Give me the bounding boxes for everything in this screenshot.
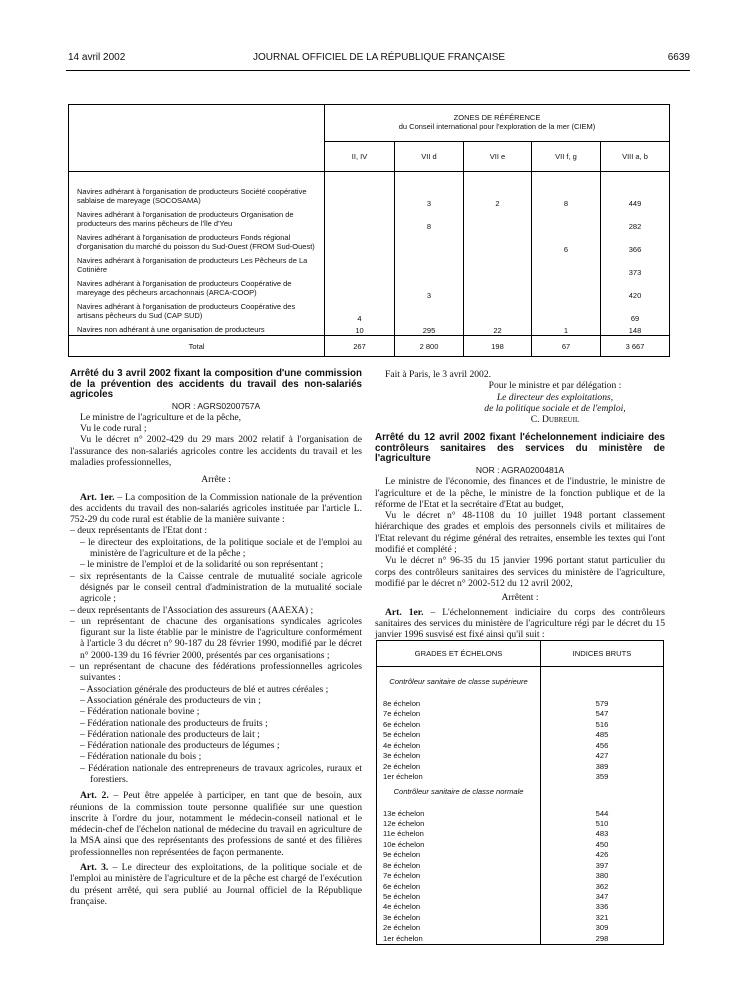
- journal-title: JOURNAL OFFICIEL DE LA RÉPUBLIQUE FRANÇAISE: [252, 52, 506, 63]
- zone-value: 449: [628, 199, 642, 208]
- grades-col-header: GRADES ET ÉCHELONS: [377, 641, 541, 667]
- zone-value: 8: [426, 222, 432, 231]
- grade-group-title: Contrôleur sanitaire de classe supérieure: [389, 677, 528, 686]
- echelon-label: 8e échelon: [383, 860, 421, 870]
- zone-column-header: VII d: [395, 142, 464, 172]
- indice-brut: 483: [595, 829, 609, 839]
- zones-table: [68, 104, 670, 357]
- zone-row-label: Navires adhérant à l'organisation de producteurs Les Pêcheurs de La Cotinière: [77, 257, 308, 274]
- zones-table-subtitle: du Conseil international pour l'exploration de la mer (CIEM): [398, 122, 596, 131]
- zone-row-label: Navires non adhérant à une organisation de producteurs: [77, 326, 265, 334]
- echelon-label: 10e échelon: [383, 839, 425, 849]
- echelon-label: 9e échelon: [383, 850, 421, 860]
- signature-block: Pour le ministre et par délégation : Le directeur des exploitations, de la politique sociale et de l'emploi, C. Dubreuil: [484, 380, 626, 426]
- arrete-2-nor: NOR : AGRA0200481A: [475, 464, 565, 475]
- zone-value: 1: [563, 326, 569, 335]
- zone-row-label: Navires adhérant à l'organisation de producteurs Coopérative des artisans pêcheurs du Sud (CAP SUD): [77, 303, 296, 320]
- echelon-label: 6e échelon: [383, 719, 421, 729]
- zone-total: 2 800: [395, 336, 464, 357]
- indice-brut: 579: [595, 699, 609, 708]
- indice-brut: 380: [595, 871, 609, 881]
- zones-table-title: ZONES DE RÉFÉRENCE du Conseil international pour l'exploration de la mer (CIEM): [325, 105, 670, 142]
- echelon-label: 7e échelon: [383, 709, 421, 719]
- zone-total: 267: [325, 336, 395, 357]
- echelon-label: 13e échelon: [383, 808, 425, 818]
- echelon-label: 3e échelon: [383, 912, 421, 922]
- indices-col-header: INDICES BRUTS: [541, 641, 664, 667]
- federation-item: – Fédération nationale des producteurs de lait ;: [80, 728, 260, 740]
- federation-item: – Fédération nationale bovine ;: [80, 706, 200, 718]
- indice-brut: 426: [595, 850, 609, 860]
- echelon-label: 7e échelon: [383, 871, 421, 881]
- zone-value: 69: [630, 314, 640, 323]
- page-header: [68, 52, 690, 68]
- arrete-1: Arrêté du 3 avril 2002 fixant la composition d'une commission de la prévention des accidents du travail des non-salariés agricoles NOR : AGRS0200757A Le ministre de l'agriculture et de la pêche, Vu le code rural ; Vu le décret n° 2002-429 du 29 mars 2002 relatif à l'organisation de l'assurance des non-salariés agricoles contre les accidents du travail et les maladies professionnelles, Arrête : Art. 1er. – La composition de la Commission nationale de la prévention des accidents du travail des non-salariés agricoles instituée par l'article L. 752-29 du code rural est établie de la manière suivante : – deux représentants de l'Etat dont : – le directeur des exploitations, de la politique sociale et de l'emploi au ministère de l'agriculture et de la pêche ; – le ministre de l'emploi et de la solidarité ou son représentant ; – six représentants de la Caisse centrale de mutualité sociale agricole désignés par le conseil central d'administration de la mutualité sociale agricole ; – deux représentants de l'Association des assureurs (AAEXA) ; – un représentant de chacune des organisations syndicales agricoles figurant sur la liste établie par le ministre de l'agriculture conformément à l'article 3 du décret n° 90-187 du 28 février 1990, modifié par le décret n° 2000-139 du 16 février 2000, présentés par ces organisations ; – un représentant de chacune des fédérations professionnelles agricoles suivantes : – Association générale des producteurs de blé et autres céréales ; – Association générale des producteurs de vin ; – Fédération nationale bovine ; – Fédération nationale des producteurs de fruits ; – Fédération nationale des producteurs de lait ; – Fédération nationale des producteurs de légumes ; – Fédération nationale du bois ; – Fédération nationale des entrepreneurs de travaux agricoles, ruraux et forestiers. Art. 2. – Peut être appelée à participer, en tant que de besoin, aux réunions de la commission toute personne qualifiée sur une question inscrite à l'ordre du jour, notamment le médecin-conseil national et le médecin-chef de l'échelon national de médecine du travail en agriculture de la MSA ainsi que des représentants des professions de santé et des filières professionnelles non représentées de façon permanente. Art. 3. – Le directeur des exploitations, de la politique sociale et de l'emploi au ministère de l'agriculture et de la pêche est chargé de l'exécution du présent arrêté, qui sera publié au Journal officiel de la République française.: [70, 368, 362, 907]
- indice-brut: 336: [595, 902, 609, 912]
- zone-value: 3: [426, 291, 432, 300]
- page-number: 6639: [667, 52, 690, 63]
- zone-value: 8: [563, 199, 569, 208]
- arrete-2-column: Fait à Paris, le 3 avril 2002. Pour le ministre et par délégation : Le directeur des exploitations, de la politique sociale et de l'emploi, C. Dubreuil Arrêté du 12 avril 2002 fixant l'échelonnement indiciaire des contrôleurs sanitaires des services du ministère de l'agriculture NOR : AGRA0200481A Le ministre de l'économie, des finances et de l'industrie, le ministre de l'agriculture et de la pêche, le ministre de la fonction publique et de la réforme de l'Etat et la secrétaire d'Etat au budget, Vu le décret n° 48-1108 du 10 juillet 1948 portant classement hiérarchique des grades et emplois des personnels civils et militaires de l'Etat relevant du régime général des retraites, ensemble les textes qui l'ont modifié et complété ; Vu le décret n° 96-35 du 15 janvier 1996 portant statut particulier du corps des contrôleurs sanitaires des services du ministère de l'agriculture, modifié par le décret n° 2002-512 du 12 avril 2002, Arrêtent : Art. 1er. – L'échelonnement indiciaire du corps des contrôleurs sanitaires des services du ministère de l'agriculture régi par le décret du 15 janvier 1996 susvisé est fixé ainsi qu'il suit :: [375, 369, 665, 641]
- echelon-label: 2e échelon: [383, 923, 421, 933]
- echelon-label: 12e échelon: [383, 818, 425, 828]
- federation-item: – Association générale des producteurs de vin ;: [80, 694, 261, 706]
- zone-value: 366: [628, 245, 642, 254]
- arrete-1-nor: NOR : AGRS0200757A: [171, 400, 261, 411]
- arrete-1-title: Arrêté du 3 avril 2002 fixant la composition d'une commission de la prévention des accidents du travail des non-salariés agricoles: [70, 368, 362, 400]
- zone-value: 420: [628, 291, 642, 300]
- indice-brut: 450: [595, 839, 609, 849]
- article-1: Art. 1er. – La composition de la Commission nationale de la prévention des accidents du travail des non-salariés agricoles instituée par l'article L. 752-29 du code rural est établie de la manière suivante :: [70, 491, 362, 526]
- zones-row-labels: [69, 172, 325, 336]
- federation-item: – Fédération nationale du bois ;: [80, 751, 202, 763]
- zone-value: 10: [355, 326, 364, 335]
- echelon-label: 4e échelon: [383, 740, 421, 750]
- fait-a-paris: Fait à Paris, le 3 avril 2002.: [385, 369, 492, 380]
- indice-brut: 547: [595, 709, 609, 719]
- indice-brut: 298: [595, 933, 609, 943]
- grades-table: [376, 640, 664, 945]
- zone-column-header: VII e: [464, 142, 532, 172]
- zone-value: 22: [493, 326, 502, 335]
- indice-brut: 347: [595, 892, 609, 901]
- arrete-2-article-1: Art. 1er. – L'échelonnement indiciaire du corps des contrôleurs sanitaires des services du ministère de l'agriculture régi par le décret du 15 janvier 1996 susvisé est fixé ainsi qu'il suit :: [375, 606, 665, 641]
- zone-column-header: VIII a, b: [601, 142, 670, 172]
- zone-row-label: Navires adhérant à l'organisation de producteurs Fonds régional d'organisation du marché du poisson du Sud-Ouest (FROM Sud-Ouest): [77, 234, 315, 251]
- indice-brut: 544: [595, 808, 609, 818]
- indice-brut: 359: [595, 772, 609, 782]
- indice-brut: 389: [595, 761, 609, 771]
- zones-table-corner: [69, 105, 325, 172]
- total-label: Total: [69, 336, 325, 357]
- echelon-label: 8e échelon: [383, 699, 421, 708]
- echelon-label: 3e échelon: [383, 751, 421, 761]
- indice-brut: 321: [595, 912, 609, 922]
- federation-item: – Fédération nationale des producteurs de légumes ;: [80, 740, 280, 752]
- echelon-label: 6e échelon: [383, 881, 421, 891]
- article-3: Art. 3. – Le directeur des exploitations, de la politique sociale et de l'emploi au ministère de l'agriculture et de la pêche est chargé de l'exécution du présent arrêté, qui sera publié au Journal officiel de la République française.: [70, 862, 362, 907]
- federation-item: – Fédération nationale des entrepreneurs de travaux agricoles, ruraux et forestiers.: [80, 762, 362, 785]
- echelon-label: 2e échelon: [383, 761, 421, 771]
- echelon-label: 1er échelon: [383, 933, 423, 943]
- echelon-label: 4e échelon: [383, 902, 421, 912]
- zone-total: 3 667: [601, 336, 670, 357]
- zone-row-label: Navires adhérant à l'organisation de producteurs Société coopérative sablaise de mareyage (SOCOSAMA): [77, 188, 307, 205]
- arrete-2-title: Arrêté du 12 avril 2002 fixant l'échelonnement indiciaire des contrôleurs sanitaires des services du ministère de l'agriculture: [375, 432, 665, 465]
- zone-value: 2: [495, 199, 500, 208]
- zone-value: 282: [628, 222, 642, 231]
- header-rule: [66, 70, 690, 71]
- indice-brut: 309: [595, 923, 609, 933]
- echelon-label: 1er échelon: [383, 772, 423, 782]
- federation-item: – Association générale des producteurs de blé et autres céréales ;: [80, 683, 329, 695]
- zone-total: 67: [532, 336, 601, 357]
- zone-value: 4: [357, 314, 362, 323]
- zone-value: 6: [563, 245, 569, 254]
- indice-brut: 510: [595, 818, 609, 828]
- zone-value: 148: [628, 326, 642, 335]
- zone-value: 373: [628, 268, 642, 277]
- echelon-label: 5e échelon: [383, 730, 421, 740]
- zone-value: 3: [426, 199, 432, 208]
- zone-column-header: II, IV: [325, 142, 395, 172]
- indice-brut: 456: [595, 740, 609, 750]
- federations-list: [70, 684, 362, 786]
- indice-brut: 516: [595, 719, 609, 729]
- zone-value: 295: [422, 326, 436, 335]
- article-2: Art. 2. – Peut être appelée à participer, en tant que de besoin, aux réunions de la commission toute personne qualifiée sur une question inscrite à l'ordre du jour, notamment le médecin-conseil national et le médecin-chef de l'échelon national de médecine du travail en agriculture de la MSA ainsi que des représentants des professions de santé et des filières professionnelles non représentées de façon permanente.: [70, 790, 362, 858]
- indice-brut: 362: [595, 881, 609, 891]
- echelon-label: 11e échelon: [383, 829, 424, 839]
- zone-column-header: VII f, g: [532, 142, 601, 172]
- indice-brut: 485: [595, 730, 609, 740]
- echelon-label: 5e échelon: [383, 892, 421, 901]
- zone-row-label: Navires adhérant à l'organisation de producteurs Organisation de producteurs des marins pêcheurs de l'île d'Yeu: [77, 211, 294, 228]
- issue-date: 14 avril 2002: [68, 52, 126, 63]
- zone-row-label: Navires adhérant à l'organisation de producteurs Coopérative de mareyage des pêcheurs arcachonnais (ARCA-COOP): [77, 280, 292, 297]
- indice-brut: 427: [595, 751, 609, 761]
- federation-item: – Fédération nationale des producteurs de fruits ;: [80, 717, 268, 729]
- grade-group-title: Contrôleur sanitaire de classe normale: [393, 786, 524, 796]
- zone-total: 198: [464, 336, 532, 357]
- indice-brut: 397: [595, 860, 609, 870]
